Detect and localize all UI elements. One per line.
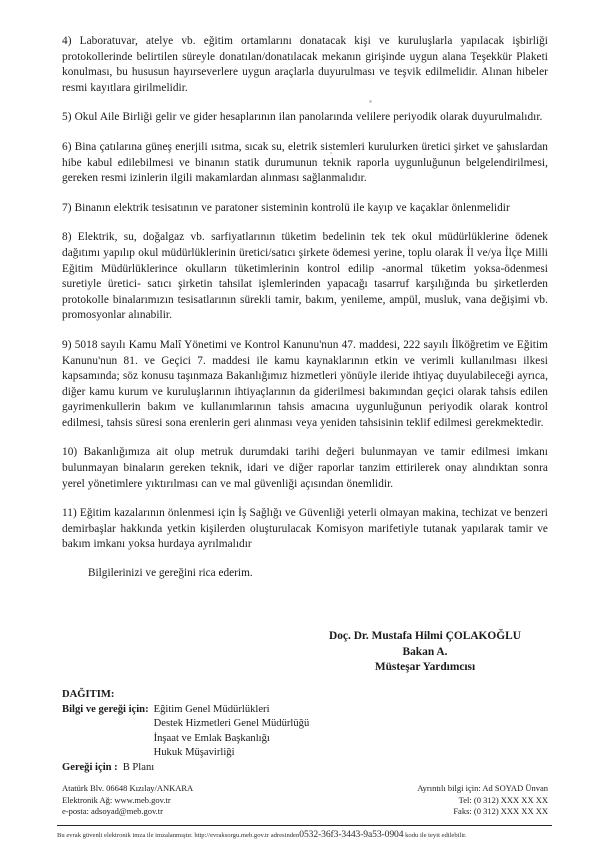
signature-block [300,629,550,676]
paragraph-6: 6) Bina çatılarına güneş enerjili ısıtma, sıcak su, eletrik sistemleri kurulurken üretici şirket ve şahıslardan hibe kabul edilebilmesi ve binanın statik durumunun teknik raporla uygunluğunun belgelendirilmesi, gereken resmi izinlerin ilgili makamlardan alınması sağlanmalıdır. [62,140,548,185]
footer-divider [57,825,552,826]
distribution-info-label: Bilgi ve gereği için: [62,704,149,716]
paragraph-4: 4) Laboratuvar, atelye vb. eğitim ortamlarını donatacak kişi ve kuruluşlarla yapılacak işbirliği protokollerinde belirtilen süreyle donatılan/donatılacak mekanın girişinde uygun alana Teşekkür Plaketi konulması, bu hususun hayırseverlere uygun araçlarla duyurulması ve teşvik edilmelidir. Alınan hibeler resmi kayıtlara girilmelidir. [62,35,548,94]
distribution-item: Eğitim Genel Müdürlükleri [153,704,270,716]
verification-suffix: kodu ile teyit edilebilir. [403,832,467,839]
page-footer [62,783,548,818]
paragraph-9: 9) 5018 sayılı Kamu Malî Yönetimi ve Kontrol Kanunu'nun 47. maddesi, 222 sayılı İlköğretim ve Eğitim Kanunu'nun 81. ve Geçici 7. maddesi ile kamu kaynaklarının etkin ve verimli kullanılması ilkesi kapsamında; söz konusu taşınmaza Bakanlığımız hizmetleri yönüyle ileride ihtiyaç duyulabileceği ayrıca, diğer kamu kurum ve kuruluşlarının ihtiyaçlarının da giderilmesi bakımından geçici olarak tahsis edilen gayrimenkullerin bakım ve kullanımlarının tahsis amacına uygunluğunun periyodik olarak kontrol edilmesi, tahsis süresi sona erenlerin geri alınması veya yeniden tahsisinin teklif edilmesi gerekmektedir. [62,338,548,429]
footer-email-line: e-posta: adsoyad@meb.gov.tr [62,806,163,817]
verification-code: 0532-36f3-3443-9a53-0904 [299,829,404,840]
paragraph-8: 8) Elektrik, su, doğalgaz vb. sarfiyatlarının tüketim bedelinin tek tek okul müdürlüklerine ödenek dağıtımı yapılıp okul müdürlüklerinin üretici/satıcı şirkete ödemesi yerine, toplu olarak İl ve/ya İlçe Milli Eğitim Müdürlüklerince okulların tüketimlerinin kontrol edilip -anormal tüketim yoksa-ödenmesi suretiyle üretici- satıcı şirketin tahsilat işlemlerinden yapacağı tasarruf karşılığında bu şirketlerden protokolle binalarımızın tesisatlarının sürekli tamir, bakım, yenileme, ampül, musluk, vana değişimi vb. promosyonlar alınabilir. [62,231,548,322]
footer-contact [417,783,548,818]
distribution-action-row [62,761,482,775]
paragraph-10: 10) Bakanlığımıza ait olup metruk durumdaki tarihi değeri bulunmayan ve tamir edilmesi imkanı bulunmayan binaların gereken teknik, idari ve diğer raporlar tanzim ettirilerek onay alındıktan sonra yerel yönetimlere yıktırılması can ve mal güvenliği açısından önemlidir. [62,446,548,490]
signatory-name: Doç. Dr. Mustafa Hilmi ÇOLAKOĞLU [329,630,521,642]
closing-line: Bilgilerinizi ve gereğini rica ederim. [88,567,253,580]
footer-contact-person: Ayrıntılı bilgi için: Ad SOYAD Ünvan [417,783,548,793]
distribution-action-label: Gereği için : [62,762,118,774]
distribution-action-value: B Planı [122,762,155,774]
distribution-item: İnşaat ve Emlak Başkanlığı [153,732,270,744]
paragraph-7: 7) Binanın elektrik tesisatının ve paratoner sisteminin kontrolü ile kayıp ve kaçaklar önlenmelidir [62,201,510,214]
paragraph-11: 11) Eğitim kazalarının önlenmesi için İş Sağlığı ve Güvenliği yeterli olmayan makina, techizat ve benzeri demirbaşlar hakkında yetkin kişilerden oluşturulacak Komisyon marifetiyle tutanak yapılarak tamir ve bakım imkanı yoksa hurdaya ayrılmalıdır [62,507,548,551]
esignature-verification-line [57,830,557,841]
distribution-item: Hukuk Müşavirliği [153,746,235,758]
distribution-title: DAĞITIM: [62,689,115,700]
footer-phone: Tel: (0 312) XXX XX XX [458,794,548,805]
distribution-block [62,688,482,775]
footer-website-line: Elektronik Ağ: www.meb.gov.tr [62,794,171,805]
verification-prefix: Bu evrak güvenli elektronik imza ile imzalanmıştır. http://evraksorgu.meb.gov.tr adresinden [57,832,300,839]
document-body [62,34,548,582]
footer-address [62,783,193,818]
signatory-title: Müsteşar Yardımcısı [374,661,476,673]
footer-fax: Faks: (0 312) XXX XX XX [453,806,548,817]
distribution-info-row [62,703,482,760]
paragraph-5: 5) Okul Aile Birliği gelir ve gider hesaplarının ilan panolarında velilere periyodik olarak duyurulmalıdır. [62,111,543,124]
footer-address-line: Atatürk Blv. 06648 Kızılay/ANKARA [62,783,194,793]
distribution-info-values [154,703,310,760]
distribution-item: Destek Hizmetleri Genel Müdürlüğü [153,718,310,730]
signatory-onbehalf: Bakan A. [402,645,448,658]
